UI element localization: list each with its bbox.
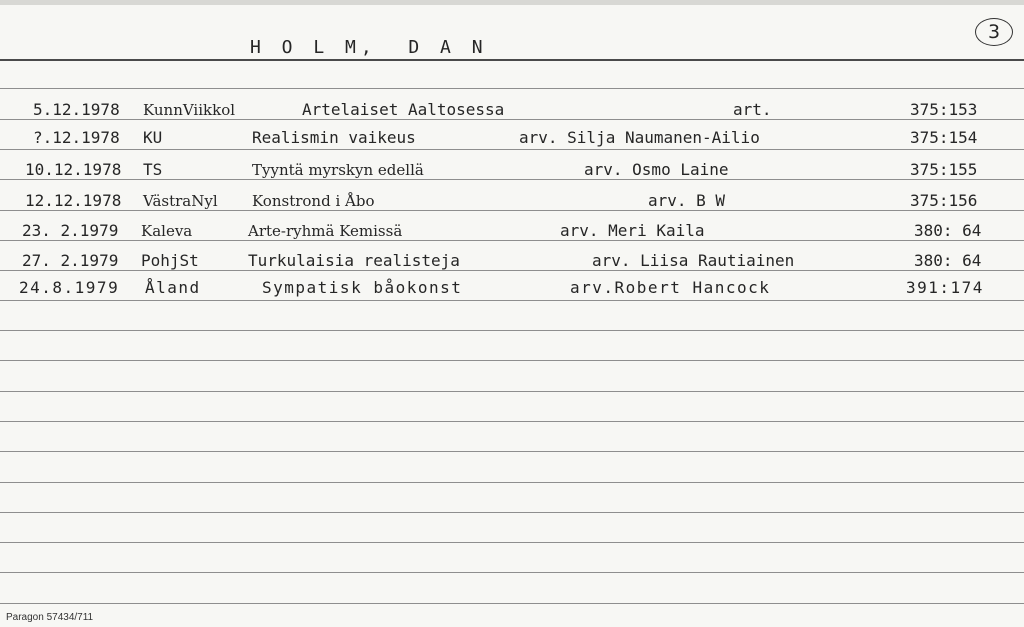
entry-title: Realismin vaikeus [252,128,416,147]
card-number: 3 [987,21,1001,43]
entry-reference: 391:174 [906,278,984,297]
entry-source: Åland [145,278,201,297]
ruled-line [0,482,1024,483]
card-footer: Paragon 57434/711 [6,612,94,623]
entry-date: 27. 2.1979 [22,251,119,270]
entry-source: KunnViikkol [143,101,236,119]
entry-date: 5.12.1978 [33,100,120,119]
entry-date: 12.12.1978 [25,191,122,210]
card-title: H O L M, D A N [250,37,488,58]
ruled-line [0,421,1024,422]
ruled-line [0,210,1024,211]
entry-source: VästraNyl [143,192,218,210]
ruled-line [0,149,1024,150]
ruled-line [0,240,1024,241]
entry-title: Artelaiset Aaltosessa [302,100,505,119]
entry-reference: 380: 64 [914,221,982,240]
ruled-line [0,270,1024,271]
entry-author: art. [733,100,772,119]
ruled-line [0,119,1024,120]
ruled-line [0,512,1024,513]
entry-source: KU [143,128,163,147]
ruled-line [0,360,1024,361]
card-number-circle [975,18,1013,46]
entry-title: Konstrond i Åbo [252,192,375,210]
card-top-edge [0,0,1024,5]
entry-title: Arte-ryhmä Kemissä [248,222,403,240]
header-rule [0,59,1024,61]
entry-author: arv.Robert Hancock [570,278,771,297]
entry-source: TS [143,160,163,179]
entry-title: Tyyntä myrskyn edellä [252,161,424,179]
ruled-line [0,330,1024,331]
entry-reference: 375:156 [910,191,978,210]
ruled-line [0,451,1024,452]
entry-date: 23. 2.1979 [22,221,119,240]
entry-author: arv. Silja Naumanen-Ailio [519,128,760,147]
ruled-line [0,88,1024,89]
ruled-line [0,572,1024,573]
entry-author: arv. Liisa Rautiainen [592,251,795,270]
ruled-line [0,300,1024,301]
ruled-line [0,542,1024,543]
ruled-line [0,391,1024,392]
entry-title: Sympatisk båokonst [262,278,463,297]
entry-date: 10.12.1978 [25,160,122,179]
entry-author: arv. Meri Kaila [560,221,705,240]
ruled-line [0,179,1024,180]
entry-reference: 380: 64 [914,251,982,270]
entry-title: Turkulaisia realisteja [248,251,460,270]
ruled-line [0,603,1024,604]
entry-author: arv. Osmo Laine [584,160,729,179]
entry-reference: 375:153 [910,100,978,119]
entry-source: Kaleva [141,222,193,240]
entry-source: PohjSt [141,251,199,270]
entry-author: arv. B W [648,191,726,210]
entry-reference: 375:154 [910,128,978,147]
entry-date: 24.8.1979 [19,278,120,297]
entry-date: ?.12.1978 [33,128,120,147]
entry-reference: 375:155 [910,160,978,179]
